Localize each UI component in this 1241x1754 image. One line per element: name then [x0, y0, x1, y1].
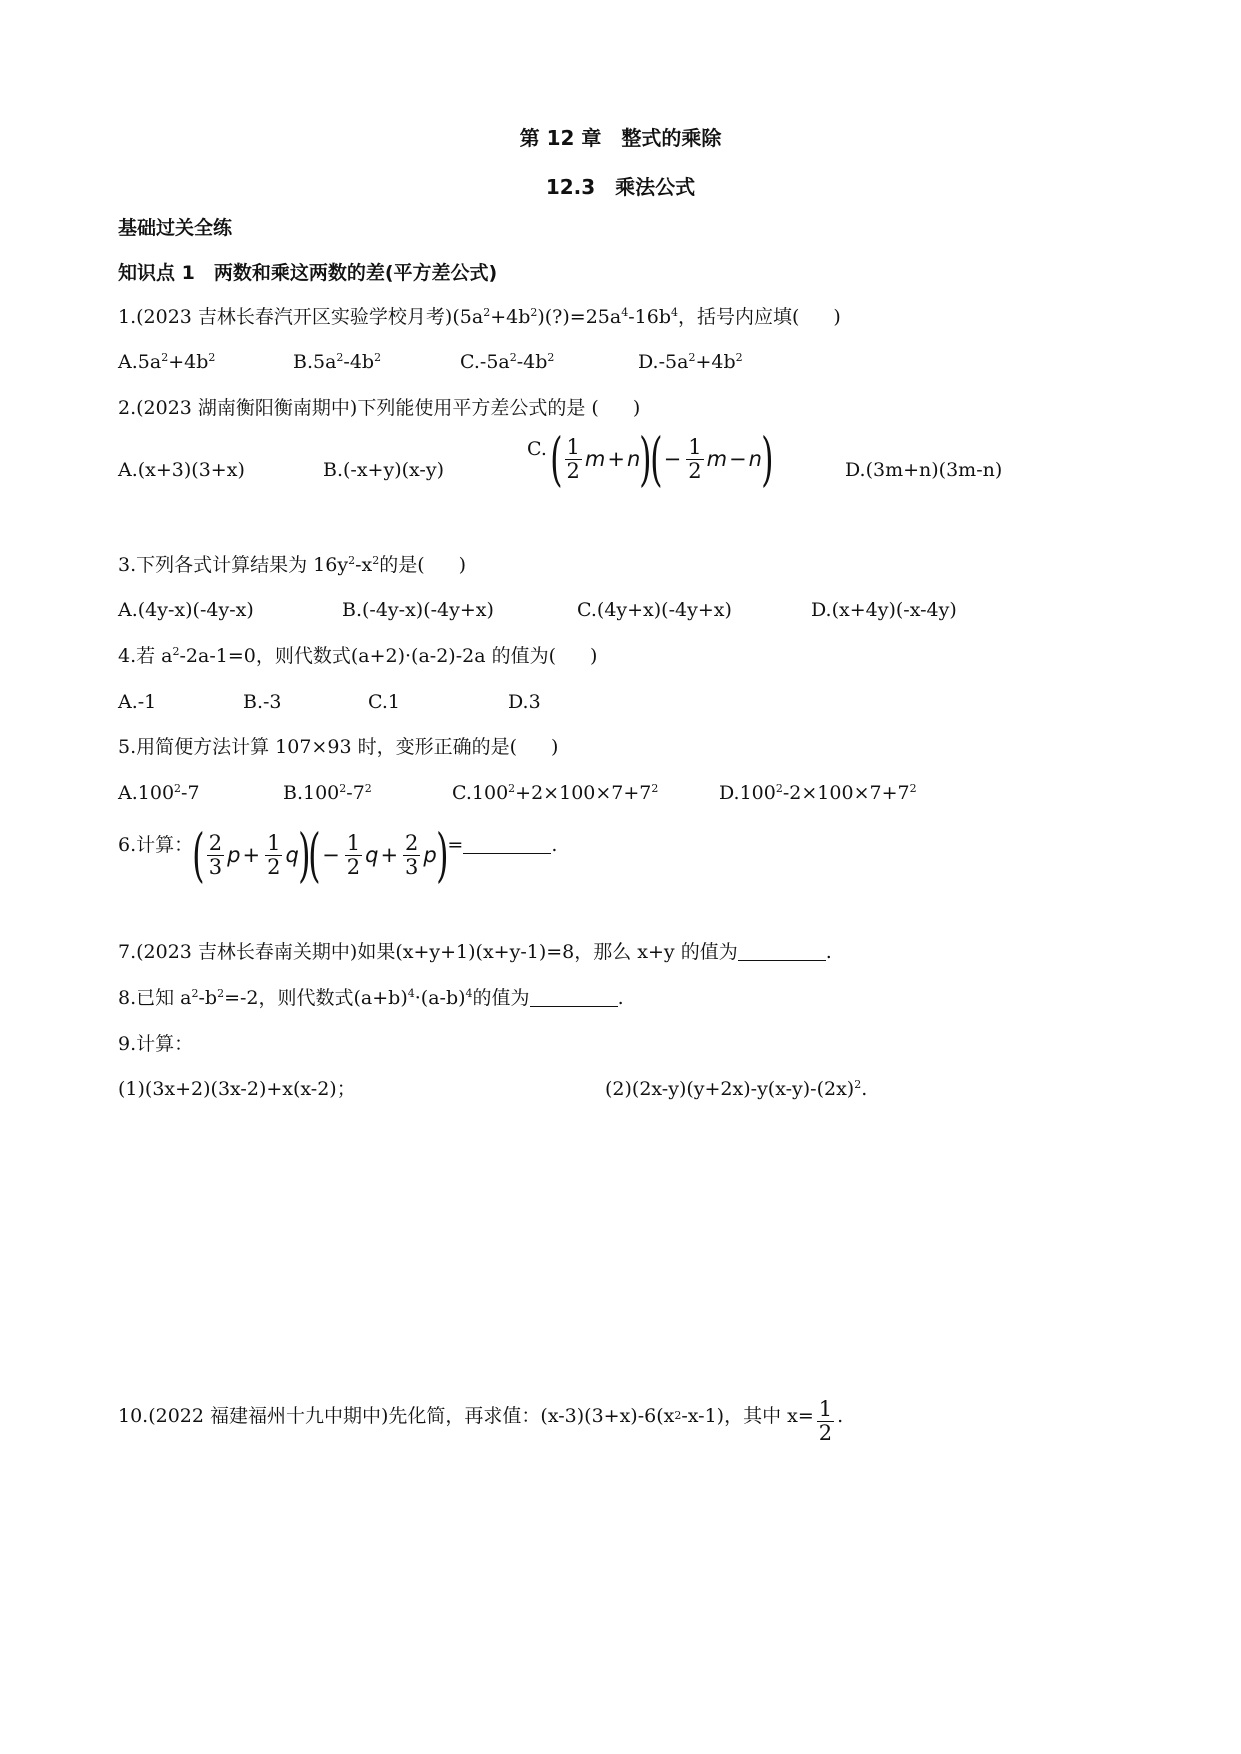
- question-9-part-2: $(2)(2x-y)(y+2x)-y(x-y)-(2x)^2$.: [605, 1078, 868, 1100]
- question-1-option-c: $C.-5a^2-4b^2$: [460, 351, 555, 373]
- answer-blank[interactable]: [463, 835, 551, 854]
- part-title: 基础过关全练: [118, 217, 233, 239]
- answer-blank[interactable]: [530, 988, 618, 1007]
- question-8: 8.已知 $a^2-b^2=-2$，则代数式$(a+b)^4\cdot(a-b)^4$的值为 .: [118, 987, 624, 1009]
- question-9-part-1: (1)(3x+2)(3x-2)+x(x-2)；: [118, 1078, 356, 1100]
- question-2-option-d: D.(3m+n)(3m-n): [845, 459, 1003, 481]
- question-2-stem: 2.(2023 湖南衡阳衡南期中)下列能使用平方差公式的是 ( ): [118, 397, 641, 419]
- question-1-option-b: $B.5a^2-4b^2$: [293, 351, 382, 373]
- answer-blank[interactable]: [738, 942, 826, 961]
- question-3-option-c: C.(4y+x)(-4y+x): [577, 599, 732, 621]
- question-7: 7.(2023 吉林长春南关期中)如果(x+y+1)(x+y-1)=8，那么 x+y 的值为 .: [118, 941, 832, 963]
- section-title: 12.3 乘法公式: [545, 175, 696, 199]
- question-1-stem: 1.(2023 吉林长春汽开区实验学校月考)$(5a^2+4b^2)(?)=25a^4-16b^4$，括号内应填( ): [118, 306, 841, 328]
- question-10: 10.(2022 福建福州十九中期中)先化简，再求值：(x-3)(3+x)-6(x 2 -x-1)，其中 x= $\frac{1}{2}$ .: [118, 1397, 844, 1445]
- knowledge-point-heading: 知识点 1 两数和乘这两数的差(平方差公式): [118, 262, 498, 284]
- question-3-option-d: D.(x+4y)(-x-4y): [811, 599, 957, 621]
- question-5-stem: 5.用简便方法计算 107×93 时，变形正确的是( ): [118, 736, 559, 758]
- question-5-option-c: $C.100^2+2\times 100\times 7+7^2$: [452, 782, 659, 804]
- question-9-stem: 9.计算：: [118, 1033, 194, 1055]
- question-4-option-b: B.-3: [243, 691, 282, 713]
- question-6: 6.计算： ( $\frac{2}{3}$ p + $\frac{1}{2}$ q ) ( − $\frac{1}{2}$ q + $\frac{2}{3}$ p ) = .: [118, 821, 558, 889]
- question-5-option-b: $B.100^2-7^2$: [283, 782, 372, 804]
- question-2-option-a: A.(x+3)(3+x): [118, 459, 245, 481]
- question-4-stem: 4.若 $a^2-2a-1=0$，则代数式(a+2)·(a-2)-2a 的值为( ): [118, 645, 598, 667]
- question-3-option-b: B.(-4y-x)(-4y+x): [342, 599, 494, 621]
- question-5-option-a: A.100$^2$-7: [118, 782, 200, 804]
- question-3-option-a: A.(4y-x)(-4y-x): [118, 599, 254, 621]
- question-2-option-b: B.(-x+y)(x-y): [323, 459, 444, 481]
- chapter-title: 第 12 章 整式的乘除: [519, 126, 722, 150]
- question-4-option-d: D.3: [508, 691, 541, 713]
- question-5-option-d: $D.100^2-2\times 100\times 7+7^2$: [719, 782, 917, 804]
- question-2-option-c: C. ( $\frac{1}{2}$ m + n ) ( − $\frac{1}{2}$ m − n ): [527, 425, 774, 493]
- question-3-stem: 3.下列各式计算结果为 $16y^2-x^2$的是( ): [118, 554, 467, 576]
- question-4-option-a: A.-1: [118, 691, 157, 713]
- question-1-option-a: $A.5a^2+4b^2$: [118, 351, 216, 373]
- question-4-option-c: C.1: [368, 691, 400, 713]
- question-1-option-d: $D.-5a^2+4b^2$: [638, 351, 743, 373]
